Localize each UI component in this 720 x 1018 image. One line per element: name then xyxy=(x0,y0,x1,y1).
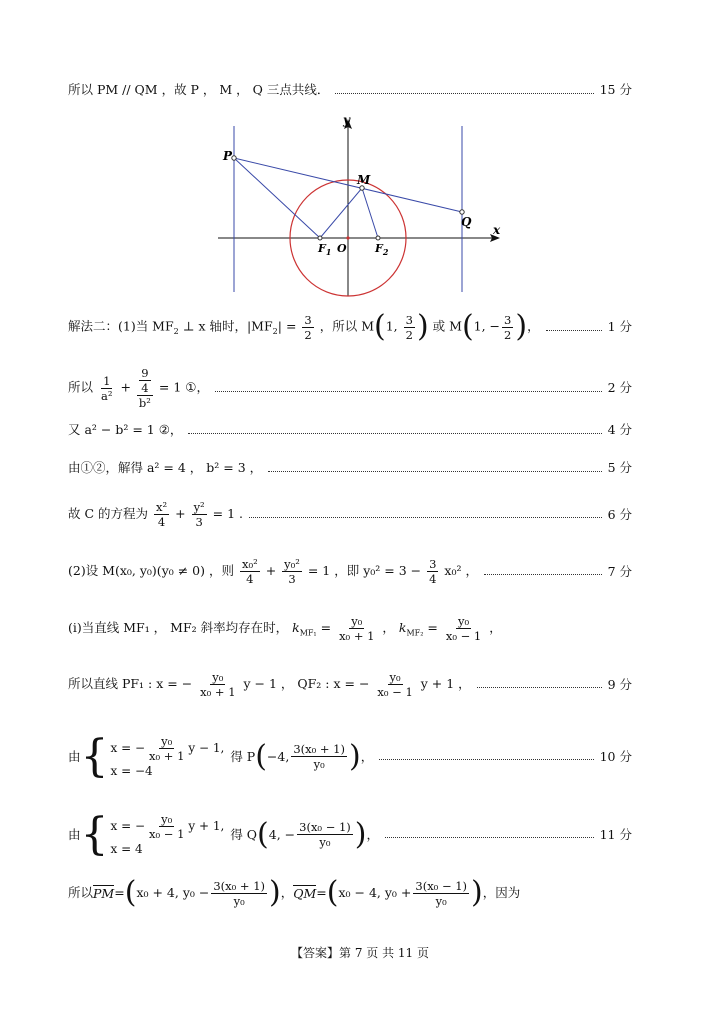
score-6: 6 分 xyxy=(607,506,632,522)
step9-expr: 由 { x = − $\frac{\text{y₀}}{\text{x₀ + 1}}$ y − 1, x = −4 得 P ( −4, $\frac{\text{3(x₀ + 1)}}{\text{y₀}}$ ) ， xyxy=(68,730,374,782)
score-15: 15 分 xyxy=(599,82,632,97)
label-p: P xyxy=(223,149,233,163)
score-2: 2 分 xyxy=(607,380,632,395)
frac-3-2: $\frac{3}{2}$ xyxy=(304,312,312,342)
line-step1 xyxy=(68,309,632,344)
step5-expr: 故 C 的方程为 $\frac{\text{x²}}{4}$ + $\frac{\text{y²}}{3}$ = 1 . xyxy=(68,500,244,529)
line-step7 xyxy=(68,614,632,643)
label-y: y xyxy=(343,113,350,127)
line-step5 xyxy=(68,500,632,529)
score-9: 9 分 xyxy=(607,676,632,692)
page-footer: 【答案】第 7 页 共 11 页 xyxy=(291,946,429,960)
score-5: 5 分 xyxy=(607,460,632,475)
point-f1 xyxy=(318,236,322,240)
step7-expr: (i)当直线 MF₁ ， MF₂ 斜率均存在时， $k_{MF_1}$ = $\frac{\text{y₀}}{\text{x₀ + 1}}$ ， $k_{MF_2}$ = $\frac{\text{y₀}}{\text{x₀ − 1}}$ ， xyxy=(68,614,502,643)
label-m: M xyxy=(357,173,371,187)
line-step10 xyxy=(68,808,632,860)
line-step3: 又 a² − b² = 1 ②， 4 分 xyxy=(68,422,632,437)
line-15-text: 所以 PM // QM ，故 P ， M ， Q 三点共线． xyxy=(68,82,330,97)
point-q xyxy=(460,210,464,214)
step2-expr: 所以 $\frac{1}{\text{a²}}$ + 9 4 b² = 1 ①， xyxy=(68,366,209,410)
score-7: 7 分 xyxy=(607,563,632,579)
step11-expr: 所以 PM = ( x₀ + 4, y₀ − $\frac{\text{3(x₀ + 1)}}{\text{y₀}}$ ) ， QM = ( x₀ − 4, y₀ + $\frac{\text{3(x₀ − 1)}}{\text{y₀}}$ ) ，因为 xyxy=(68,875,521,910)
point-o xyxy=(346,236,349,239)
score-10: 10 分 xyxy=(599,748,632,764)
label-q: Q xyxy=(461,215,472,229)
score-1: 1 分 xyxy=(607,319,632,334)
label-f2: $F_2$ xyxy=(375,242,389,257)
score-4: 4 分 xyxy=(607,422,632,437)
step1-expr: 解法二：(1)当 $MF_2$ ⊥ x 轴时，$|MF_2|$ = $\frac{3}{2}$ ，所以 M(1, $\frac{3}{2}$ ) 或 M(1, − $\frac{3}{2}$ )， xyxy=(68,309,540,344)
step8-expr: 所以直线 PF₁ : x = − $\frac{\text{y₀}}{\text{x₀ + 1}}$ y − 1 ， QF₂ : x = − $\frac{\text{y₀}}{\text{x₀ − 1}}$ y + 1 ， xyxy=(68,670,471,699)
label-o: O xyxy=(337,242,347,255)
line-step2 xyxy=(68,366,632,410)
label-f1: $F_1$ xyxy=(318,242,332,257)
line-step8 xyxy=(68,670,632,699)
score-11: 11 分 xyxy=(599,826,632,842)
point-p xyxy=(232,156,236,160)
line-step11 xyxy=(68,875,632,910)
line-step4: 由①②，解得 a² = 4 ， b² = 3 ， 5 分 xyxy=(68,460,632,475)
line-step6 xyxy=(68,557,632,586)
line-15 xyxy=(68,82,632,98)
point-f2 xyxy=(376,236,380,240)
step10-expr: 由 { x = − $\frac{\text{y₀}}{\text{x₀ − 1}}$ y + 1, x = 4 得 Q ( 4, − $\frac{\text{3(x₀ − 1)}}{\text{y₀}}$ ) ， xyxy=(68,808,380,860)
label-x: x xyxy=(493,223,501,237)
geometry-figure xyxy=(210,112,510,297)
step6-expr: (2)设 M(x₀, y₀)(y₀ ≠ 0) ，则 $\frac{\text{x₀²}}{4}$ + $\frac{\text{y₀²}}{3}$ = 1 ，即 y₀² = 3 − $\frac{3}{4}$ x₀² ， xyxy=(68,557,478,586)
line-step9 xyxy=(68,730,632,782)
leader-dots xyxy=(335,93,593,94)
